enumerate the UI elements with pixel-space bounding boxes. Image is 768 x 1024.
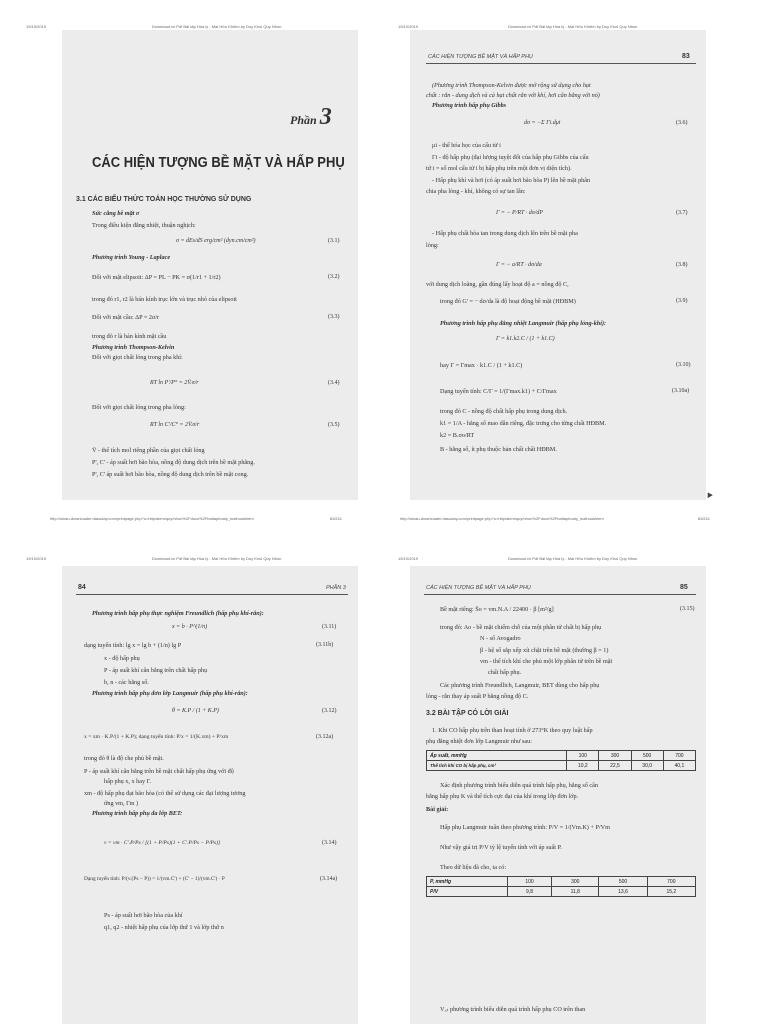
- table-cell: 10,2: [567, 761, 599, 771]
- text-line: vm - thể tích khí che phủ một lớp phân tử trên bề mặt: [480, 658, 613, 665]
- header-rule: [76, 594, 348, 595]
- text-line: trong đó θ là độ che phủ bề mặt.: [84, 755, 164, 762]
- print-date: 19/10/2019: [398, 24, 419, 29]
- subheading: Phương trình hấp phụ thực nghiệm Freundlich (hấp phụ khí-rắn):: [92, 610, 264, 617]
- page-83-left: [0, 0, 384, 512]
- text-line: N - số Avogadro: [480, 635, 521, 642]
- table-row: [427, 887, 696, 897]
- equation-number: (3.11b): [316, 642, 334, 648]
- equation-number: (3.14a): [320, 876, 338, 882]
- table-cell: 11,8: [552, 887, 599, 897]
- print-title: Download.vn Pdf Bài tập Hóa lý - Mai Hữu Khiêm by Duy Khoi Quy Nhon: [508, 556, 638, 561]
- solution-heading: Bài giải:: [426, 806, 449, 813]
- text-line: Như vậy giá trị P/V tỷ lệ tuyến tính với áp suất P.: [440, 844, 562, 851]
- subheading: Sức căng bề mặt σ: [92, 210, 140, 217]
- print-count: 83/211: [698, 516, 710, 521]
- print-date: 19/10/2019: [26, 24, 47, 29]
- table-cell: 300: [552, 877, 599, 887]
- text-line: chất hấp phụ.: [488, 669, 522, 676]
- page-84: [0, 512, 384, 1024]
- print-date: 19/10/2019: [26, 556, 47, 561]
- equation-number: (3.11): [322, 624, 337, 630]
- table-cell: 40,1: [663, 761, 695, 771]
- text-line: b, n - các hằng số.: [104, 679, 149, 686]
- equation-number: (3.8): [676, 262, 688, 268]
- text-line: xm - độ hấp phụ đạt bão hòa (có thể sử dụng các đại lượng tương: [84, 790, 246, 797]
- text-line: Trong điều kiện đẳng nhiệt, thuận nghịch:: [92, 222, 196, 229]
- subheading: Phương trình hấp phụ đẳng nhiệt Langmuir (hấp phụ lỏng-khí):: [440, 320, 607, 327]
- print-count: 83/211: [330, 516, 342, 521]
- print-url: http://sinau-downloader.dasuday.com/printpage.php?u=http/aiem/quy/nhon%2Fdocs%2Fbaitaphoaly_maihuukhiem: [50, 516, 254, 521]
- equation: σ = dEs/dS erg/cm² (dyn.cm/cm²): [176, 238, 256, 244]
- text-line: trong đó G' = − dσ/da là độ hoạt động bề mặt (HĐBM): [440, 298, 576, 305]
- text-line: q1, q2 - nhiệt hấp phụ của lớp thứ 1 và lớp thứ n: [104, 924, 224, 931]
- table-cell: 9,8: [507, 887, 551, 897]
- text-line: hấp phụ x, x hay Γ.: [104, 778, 151, 785]
- text-line: trong đó r là bán kính mặt cầu: [92, 333, 167, 340]
- table-cell: P, mmHg: [427, 877, 508, 887]
- text-line: Xác định phương trình biểu diễn quá trình hấp phụ, hằng số cân: [440, 782, 599, 789]
- text-line: (Phương trình Thompson-Kelvin được mở rộng sử dụng cho hạt: [432, 82, 591, 89]
- text-line: lỏng:: [426, 242, 439, 249]
- running-head: CÁC HIỆN TƯỢNG BỀ MẶT VÀ HẤP PHỤ: [426, 585, 531, 591]
- table-cell: 30,0: [631, 761, 663, 771]
- subheading: Phương trình Young - Laplace: [92, 254, 171, 261]
- table-cell: 300: [599, 751, 631, 761]
- equation-number: (3.14): [322, 840, 337, 846]
- equation-number: (3.7): [676, 210, 688, 216]
- equation: Γ = k1.k2.C / (1 + k1.C): [496, 336, 555, 342]
- text-line: P - áp suất khí cân bằng trên bề mặt chất hấp phụ ứng với độ: [84, 768, 234, 775]
- equation-number: (3.12a): [316, 734, 334, 740]
- page-number: 83: [682, 53, 690, 60]
- text-line: V̄ - thể tích mol riêng phần của giọt chất lỏng: [92, 447, 205, 454]
- text-line: Theo dữ liệu đã cho, ta có:: [440, 864, 507, 871]
- equation-number: (3.1): [328, 238, 340, 244]
- chapter-title: CÁC HIỆN TƯỢNG BỀ MẶT VÀ HẤP PHỤ: [92, 154, 345, 171]
- text-line: phụ đẳng nhiệt đơn lớp Langmuir như sau:: [426, 738, 532, 745]
- text-line: trong đó r1, r2 là bán kính trục lớn và trục nhỏ của elipsoit: [92, 296, 237, 303]
- page-number: 84: [78, 584, 86, 591]
- text-line: k1 = 1/A - hằng số mao dẫn riêng, đặc trưng cho từng chất HĐBM.: [440, 420, 607, 427]
- section-heading: 3.1 CÁC BIỂU THỨC TOÁN HỌC THƯỜNG SỬ DỤNG: [76, 196, 252, 203]
- page-83-right: [384, 0, 768, 512]
- text-line: Đối với mặt elipsoit: ΔP = PL − PK = σ(1/r1 + 1/r2): [92, 274, 221, 281]
- text-line: V₃ₜ phương trình biểu diễn quá trình hấp phụ CO trên than: [440, 1006, 586, 1013]
- print-title: Download.vn Pdf Bài tập Hóa lý - Mai Hữu Khiêm by Duy Khoi Quy Nhon: [152, 556, 282, 561]
- text-line: Γi - độ hấp phụ (đại lượng tuyệt đối của hấp phụ Gibbs của cấu: [432, 154, 589, 161]
- text-line: Dạng tuyến tính: P/(v.(Ps − P)) = 1/(vm.C') + (C' − 1)/(vm.C') · P: [84, 876, 225, 882]
- table-cell: 500: [599, 877, 647, 887]
- subheading: Phương trình hấp phụ đa lớp BET:: [92, 810, 183, 817]
- text-line: với dung dịch loãng, gần đúng lấy hoạt độ a = nồng độ C,: [426, 281, 569, 288]
- table-cell: 100: [507, 877, 551, 887]
- text-line: ứng vm, Γm ): [104, 800, 139, 807]
- text-line: P', C' áp suất hơi bão hòa, nồng độ dung dịch trên bề mặt cong.: [92, 471, 249, 478]
- text-line: tử i = số mol cấu tử i bị hấp phụ trên một đơn vị diện tích).: [426, 165, 572, 172]
- equation: θ = K.P / (1 + K.P): [172, 708, 219, 714]
- text-line: - Hấp phụ khí và hơi (có áp suất hơi bão hòa P) lên bề mặt phân: [432, 177, 591, 184]
- table-cell: 700: [663, 751, 695, 761]
- equation-number: (3.3): [328, 314, 340, 320]
- text-line: B - hằng số, ít phụ thuộc bản chất chất HĐBM.: [440, 446, 557, 453]
- data-table-1: [426, 750, 696, 771]
- text-line: Bề mặt riêng: S̄o = vm.N.A / 22400 · β [m²/g]: [440, 606, 554, 613]
- equation-number: (3.15): [680, 606, 695, 612]
- text-line: Dạng tuyến tính: C/Γ = 1/(Γmax.k1) + C/Γmax: [440, 388, 557, 395]
- table-cell: 700: [647, 877, 695, 887]
- text-line: Các phương trình Freundlich, Langmuir, BET dùng cho hấp phụ: [440, 682, 600, 689]
- text-line: k2 = B.σo/RT: [440, 432, 475, 439]
- text-line: Đối với mặt cầu: ΔP = 2σ/r: [92, 314, 160, 321]
- subheading: Phương trình Thompson-Kelvin: [92, 344, 175, 351]
- text-line: lỏng - rắn thay áp suất P bằng nồng độ C.: [426, 693, 529, 700]
- equation-number: (3.5): [328, 422, 340, 428]
- text-line: chất : rắn - dung dịch và cả hạt chất rắn với khí, hơi cân bằng với nó): [426, 92, 600, 99]
- table-row: [427, 751, 696, 761]
- text-line: x - độ hấp phụ: [104, 655, 140, 662]
- header-rule: [426, 63, 696, 64]
- page-number: 85: [680, 584, 688, 591]
- text-line: trong đó C - nồng độ chất hấp phụ trong dung dịch.: [440, 408, 568, 415]
- table-cell: P/V: [427, 887, 508, 897]
- table-cell: Áp suất, mmHg: [427, 751, 567, 761]
- data-table-2: [426, 876, 696, 897]
- equation-number: (3.9): [676, 298, 688, 304]
- text-line: P', C' - áp suất hơi bão hòa, nồng độ dung dịch trên bề mặt phẳng.: [92, 459, 255, 466]
- text-line: x = xm · K.P/(1 + K.P); dạng tuyến tính: P/x = 1/(K.xm) + P/xm: [84, 734, 229, 740]
- section-heading: 3.2 BÀI TẬP CÓ LỜI GIẢI: [426, 710, 509, 717]
- table-cell: 22,5: [599, 761, 631, 771]
- text-line: - Hấp phụ chất hòa tan trong dung dịch lên trên bề mặt pha: [432, 230, 578, 237]
- print-date: 19/10/2019: [398, 556, 419, 561]
- equation: RT ln C'/C° = 2V̄.σ/r: [150, 422, 200, 428]
- page-85: [384, 512, 768, 1024]
- text-line: Hấp phụ Langmuir tuân theo phương trình: P/V = 1/(Vm.K) + P/Vm: [440, 824, 610, 831]
- equation: Γ = − P/RT · dσ/dP: [496, 210, 544, 216]
- equation-number: (3.10a): [672, 388, 690, 394]
- subheading: Phương trình hấp phụ Gibbs: [432, 102, 507, 109]
- subheading: Phương trình hấp phụ đơn lớp Langmuir (hấp phụ khí-rắn):: [92, 690, 248, 697]
- scanned-page: [410, 30, 706, 500]
- table-row: [427, 877, 696, 887]
- equation-number: (3.12): [322, 708, 337, 714]
- part-label: Phần: [290, 113, 317, 127]
- text-line: Ps - áp suất hơi bão hòa của khí: [104, 912, 183, 919]
- scanned-page: [62, 30, 358, 500]
- equation-number: (3.10): [676, 362, 691, 368]
- text-line: bằng hấp phụ K và thể tích cực đại của khí trong lớp đơn lớp.: [426, 793, 579, 800]
- equation-number: (3.6): [676, 120, 688, 126]
- text-line: β - hệ số sắp xếp xít chặt trên bề mặt (thường β = 1): [480, 647, 609, 654]
- running-head: CÁC HIỆN TƯỢNG BỀ MẶT VÀ HẤP PHỤ: [428, 54, 533, 60]
- text-line: Đối với giọt chất lỏng trong pha lỏng:: [92, 404, 186, 411]
- print-url: http://sinau-downloader.dasuday.com/printpage.php?u=http/aiem/quy/nhon%2Fdocs%2Fbaitaphoaly_maihuukhiem: [400, 516, 604, 521]
- table-cell: Thể tích khí CO bị hấp phụ, cm³: [427, 761, 567, 771]
- text-line: dạng tuyến tính: lg x = lg b + (1/n) lg P: [84, 642, 182, 649]
- text-line: Đối với giọt chất lỏng trong pha khí:: [92, 354, 183, 361]
- equation: Γ = − a/RT · dσ/da: [496, 262, 542, 268]
- table-cell: 13,6: [599, 887, 647, 897]
- equation: x = b · P^(1/n): [172, 624, 208, 630]
- print-title: Download.vn Pdf Bài tập Hóa lý - Mai Hữu Khiêm by Duy Khoi Quy Nhon: [508, 24, 638, 29]
- print-title: Download.vn Pdf Bài tập Hóa lý - Mai Hữu Khiêm by Duy Khoi Quy Nhon: [152, 24, 282, 29]
- header-rule: [424, 594, 696, 595]
- text-line: 1. Khi CO hấp phụ trên than hoạt tính ở 273°K theo quy luật hấp: [432, 727, 593, 734]
- equation: RT ln P'/P° = 2V̄.σ/r: [150, 380, 199, 386]
- text-line: hay Γ = Γmax · k1.C / (1 + k1.C): [440, 362, 523, 369]
- equation-number: (3.4): [328, 380, 340, 386]
- text-line: trong đó: Ao - bề mặt chiếm chỗ của một phân tử chất bị hấp phụ: [440, 624, 602, 631]
- part-heading: [290, 104, 332, 131]
- table-cell: 100: [567, 751, 599, 761]
- equation-number: (3.2): [328, 274, 340, 280]
- table-cell: 15,2: [647, 887, 695, 897]
- equation: dσ = −Σ Γi.dμi: [524, 120, 561, 126]
- text-line: chia pha lỏng - khí, không có sự tan lẫn:: [426, 188, 526, 195]
- text-line: P - áp suất khí cân bằng trên chất hấp phụ: [104, 667, 208, 674]
- part-number: 3: [319, 104, 332, 130]
- running-head: PHẦN 3: [326, 585, 346, 591]
- table-cell: 500: [631, 751, 663, 761]
- text-line: μi - thế hóa học của cấu tử i: [432, 142, 501, 149]
- equation: v = vm · C'.P/Ps / [(1 + P/Ps)(1 + C'.P/Ps − P/Ps)]: [104, 840, 221, 846]
- table-row: [427, 761, 696, 771]
